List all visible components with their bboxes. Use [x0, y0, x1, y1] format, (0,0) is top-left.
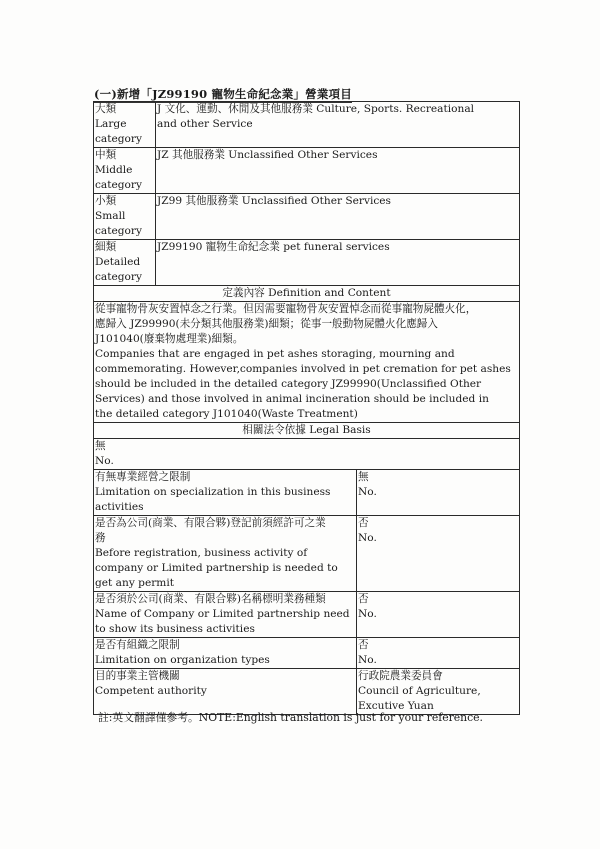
category-label-en: category	[95, 133, 142, 145]
legal-value-zh: 無	[95, 440, 106, 452]
category-row-middle	[94, 148, 520, 194]
answer-zh: 行政院農業委員會	[358, 670, 443, 682]
category-label-en: Small	[95, 210, 126, 222]
definition-content	[94, 302, 520, 423]
qa-row-company-name	[94, 592, 520, 638]
question-en: activities	[95, 501, 144, 513]
answer-en: No.	[358, 532, 377, 544]
question-en: Before registration, business activity of	[95, 547, 308, 559]
qa-row-organization	[94, 638, 520, 669]
question-en: Competent authority	[95, 685, 207, 697]
definition-text: J101040(廢棄物處理業)細類。	[95, 333, 244, 345]
answer-cell	[357, 638, 520, 669]
legal-content	[94, 439, 520, 470]
category-label-zh: 細類	[95, 241, 117, 253]
question-en: Name of Company or Limited partnership need	[95, 608, 350, 620]
category-row-small	[94, 194, 520, 240]
answer-zh: 無	[358, 471, 369, 483]
legal-content-row	[94, 439, 520, 470]
category-label-zh: 大類	[95, 103, 117, 115]
answer-cell	[357, 470, 520, 516]
definition-text: 從事寵物骨灰安置悼念之行業。但因需要寵物骨灰安置悼念而從事寵物屍體火化，	[95, 303, 477, 315]
category-value-line: JZ99190 寵物生命紀念業 pet funeral services	[157, 241, 390, 253]
category-value	[156, 194, 520, 240]
category-label-zh: 中類	[95, 149, 117, 161]
question-cell	[94, 638, 357, 669]
question-en: to show its business activities	[95, 623, 255, 635]
page-title: (一)新增「JZ99190 寵物生命紀念業」營業項目	[94, 87, 352, 101]
category-label-en: category	[95, 179, 142, 191]
qa-row-authority	[94, 669, 520, 715]
legal-value-en: No.	[95, 455, 114, 467]
question-en: Limitation on organization types	[95, 654, 270, 666]
question-zh: 是否須於公司(商業、有限合夥)名稱標明業務種類	[95, 593, 326, 605]
answer-cell	[357, 669, 520, 715]
question-zh: 是否為公司(商業、有限合夥)登記前須經許可之業	[95, 517, 326, 529]
question-en: company or Limited partnership is needed to	[95, 562, 338, 574]
category-row-detailed	[94, 240, 520, 286]
definition-text: the detailed category J101040(Waste Treatment)	[95, 408, 358, 420]
question-cell	[94, 516, 357, 592]
qa-row-permit	[94, 516, 520, 592]
answer-en: Council of Agriculture,	[358, 685, 481, 697]
answer-en: No.	[358, 608, 377, 620]
legal-header: 相關法令依據 Legal Basis	[94, 423, 520, 439]
business-item-table	[93, 101, 520, 715]
definition-text: commemorating. However,companies involved in pet cremation for pet ashes	[95, 363, 511, 375]
answer-zh: 否	[358, 639, 369, 651]
legal-header-row	[94, 423, 520, 439]
category-label	[94, 102, 156, 148]
answer-zh: 否	[358, 517, 369, 529]
answer-cell	[357, 516, 520, 592]
question-zh: 目的事業主管機關	[95, 670, 180, 682]
category-label-zh: 小類	[95, 195, 117, 207]
category-value-line: JZ99 其他服務業 Unclassified Other Services	[157, 195, 391, 207]
answer-en: No.	[358, 654, 377, 666]
answer-zh: 否	[358, 593, 369, 605]
category-value	[156, 102, 520, 148]
definition-text: should be included in the detailed category JZ99990(Unclassified Other	[95, 378, 482, 390]
definition-text: Services) and those involved in animal incineration should be included in	[95, 393, 489, 405]
question-zh: 有無專業經營之限制	[95, 471, 191, 483]
answer-en: Excutive Yuan	[358, 700, 434, 712]
category-value	[156, 240, 520, 286]
question-cell	[94, 592, 357, 638]
category-value	[156, 148, 520, 194]
definition-header-row	[94, 286, 520, 302]
question-zh: 務	[95, 532, 106, 544]
category-row-large	[94, 102, 520, 148]
definition-text: Companies that are engaged in pet ashes storaging, mourning and	[95, 348, 455, 360]
category-label	[94, 194, 156, 240]
question-zh: 是否有組織之限制	[95, 639, 180, 651]
category-label-en: Large	[95, 118, 127, 130]
category-label	[94, 240, 156, 286]
category-value-line: J 文化、運動、休閒及其他服務業 Culture, Sports. Recreational	[157, 103, 475, 115]
category-value-line: and other Service	[157, 118, 253, 130]
question-cell	[94, 669, 357, 715]
definition-text: 應歸入 JZ99990(未分類其他服務業)細類；從事一般動物屍體火化應歸入	[95, 318, 438, 330]
question-en: get any permit	[95, 577, 174, 589]
question-en: Limitation on specialization in this business	[95, 486, 331, 498]
definition-content-row	[94, 302, 520, 423]
footnote: 註:英文翻譯僅參考。NOTE:English translation is just for your reference.	[98, 711, 483, 724]
category-label-en: category	[95, 271, 142, 283]
qa-row-specialization	[94, 470, 520, 516]
definition-header: 定義內容 Definition and Content	[94, 286, 520, 302]
question-cell	[94, 470, 357, 516]
category-label-en: category	[95, 225, 142, 237]
category-label	[94, 148, 156, 194]
answer-cell	[357, 592, 520, 638]
category-label-en: Detailed	[95, 256, 141, 268]
category-value-line: JZ 其他服務業 Unclassified Other Services	[157, 149, 378, 161]
answer-en: No.	[358, 486, 377, 498]
category-label-en: Middle	[95, 164, 133, 176]
